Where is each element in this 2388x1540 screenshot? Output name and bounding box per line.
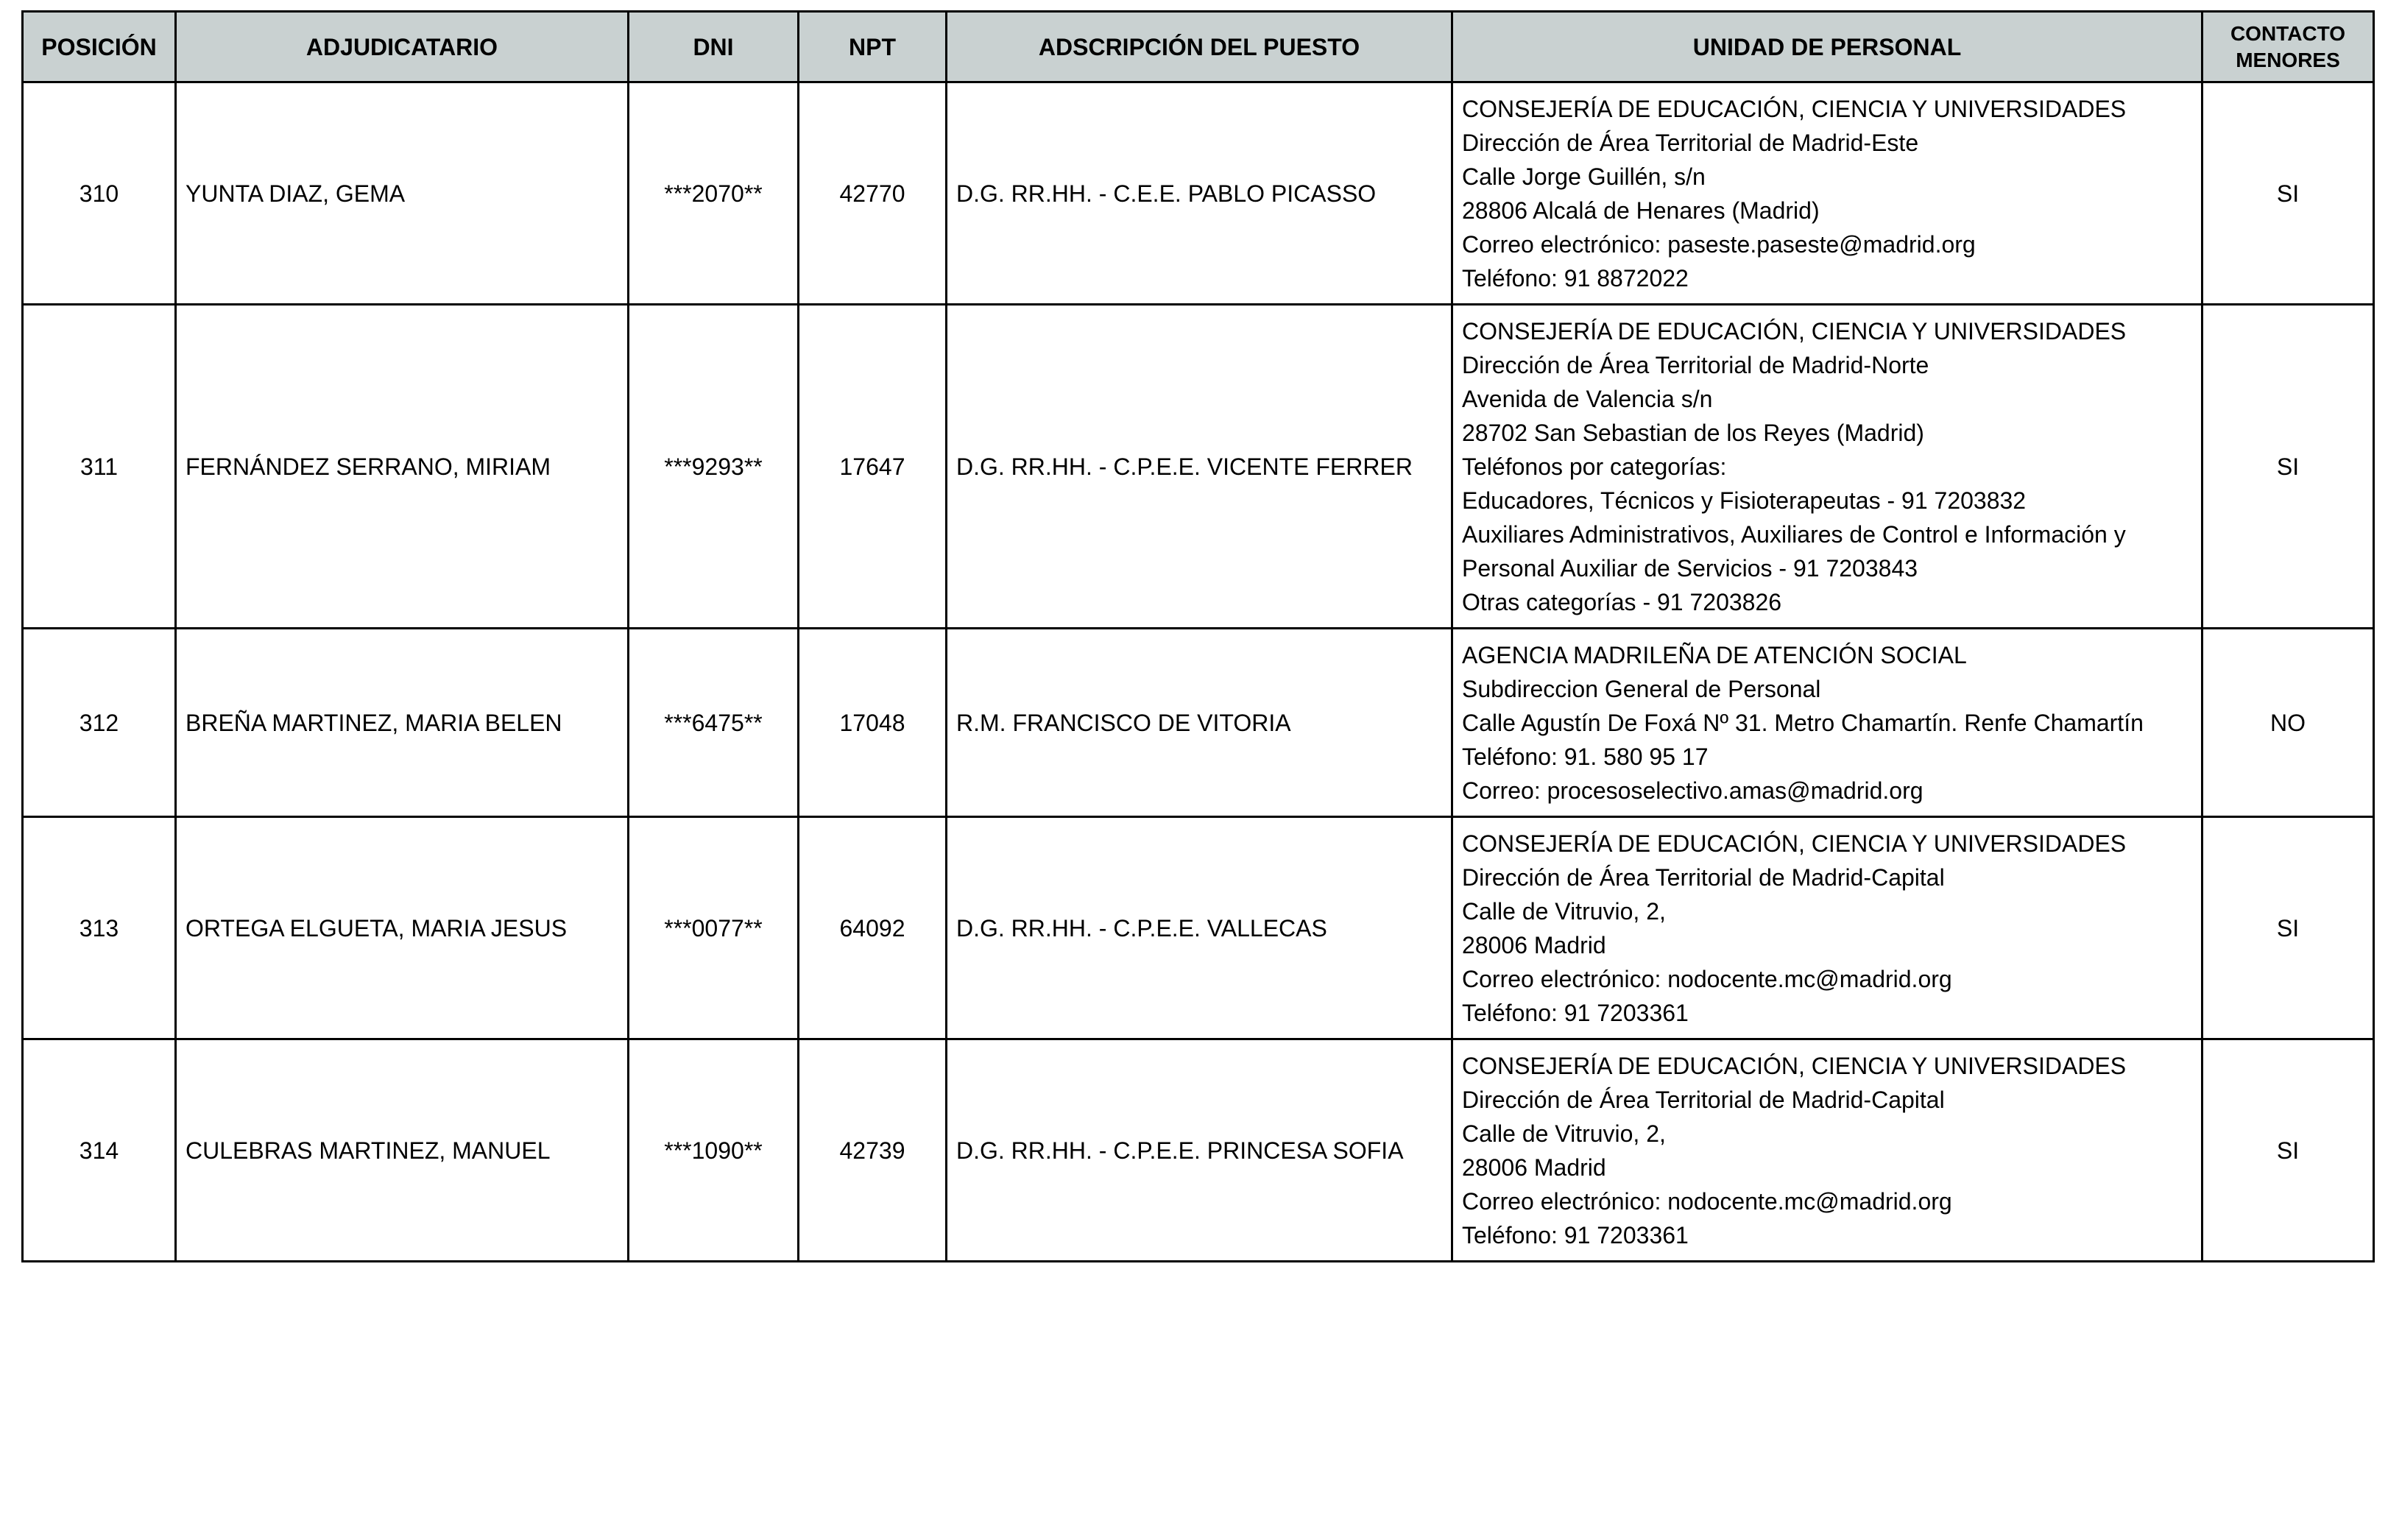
- unidad-line: Teléfono: 91 7203361: [1462, 1221, 1689, 1248]
- cell-npt: 17048: [799, 629, 947, 817]
- header-adscripcion: ADSCRIPCIÓN DEL PUESTO: [947, 12, 1452, 82]
- header-contacto-line2: MENORES: [2236, 48, 2340, 71]
- cell-adscripcion: D.G. RR.HH. - C.E.E. PABLO PICASSO: [947, 82, 1452, 305]
- cell-posicion: 313: [23, 817, 176, 1039]
- cell-dni: ***6475**: [629, 629, 799, 817]
- table-row: [23, 817, 2374, 1039]
- adjudication-table: [21, 10, 2375, 1262]
- header-contacto-menores: [2202, 12, 2374, 82]
- cell-dni: ***1090**: [629, 1039, 799, 1262]
- cell-adscripcion: R.M. FRANCISCO DE VITORIA: [947, 629, 1452, 817]
- cell-adscripcion: D.G. RR.HH. - C.P.E.E. PRINCESA SOFIA: [947, 1039, 1452, 1262]
- cell-dni: ***0077**: [629, 817, 799, 1039]
- header-adjudicatario: ADJUDICATARIO: [176, 12, 629, 82]
- table-row: [23, 1039, 2374, 1262]
- cell-npt: 42739: [799, 1039, 947, 1262]
- header-dni: DNI: [629, 12, 799, 82]
- table-row: [23, 82, 2374, 305]
- cell-contacto-menores: SI: [2202, 82, 2374, 305]
- unidad-line: Teléfonos por categorías:: [1462, 453, 1727, 480]
- cell-npt: 42770: [799, 82, 947, 305]
- unidad-line: Calle Agustín De Foxá Nº 31. Metro Chamartín. Renfe Chamartín: [1462, 709, 2144, 736]
- unidad-line: Avenida de Valencia s/n: [1462, 385, 1713, 412]
- header-posicion: POSICIÓN: [23, 12, 176, 82]
- table-row: [23, 629, 2374, 817]
- cell-contacto-menores: SI: [2202, 305, 2374, 629]
- cell-unidad-personal: [1452, 629, 2202, 817]
- cell-adjudicatario: BREÑA MARTINEZ, MARIA BELEN: [176, 629, 629, 817]
- unidad-line: Calle de Vitruvio, 2,: [1462, 1120, 1666, 1147]
- cell-contacto-menores: SI: [2202, 817, 2374, 1039]
- cell-adjudicatario: ORTEGA ELGUETA, MARIA JESUS: [176, 817, 629, 1039]
- unidad-line: AGENCIA MADRILEÑA DE ATENCIÓN SOCIAL: [1462, 641, 1967, 668]
- cell-unidad-personal: [1452, 1039, 2202, 1262]
- table-row: [23, 305, 2374, 629]
- cell-dni: ***2070**: [629, 82, 799, 305]
- unidad-line: Correo: procesoselectivo.amas@madrid.org: [1462, 777, 1924, 804]
- cell-dni: ***9293**: [629, 305, 799, 629]
- header-row: [23, 12, 2374, 82]
- unidad-line: Dirección de Área Territorial de Madrid-Capital: [1462, 863, 1945, 891]
- unidad-line: Calle de Vitruvio, 2,: [1462, 897, 1666, 925]
- cell-adjudicatario: CULEBRAS MARTINEZ, MANUEL: [176, 1039, 629, 1262]
- cell-adscripcion: D.G. RR.HH. - C.P.E.E. VALLECAS: [947, 817, 1452, 1039]
- unidad-line: Dirección de Área Territorial de Madrid-Este: [1462, 129, 1919, 156]
- unidad-line: CONSEJERÍA DE EDUCACIÓN, CIENCIA Y UNIVERSIDADES: [1462, 95, 2127, 122]
- cell-npt: 17647: [799, 305, 947, 629]
- unidad-line: Auxiliares Administrativos, Auxiliares de Control e Información y Personal Auxiliar de Servicios - 91 7203843: [1462, 520, 2126, 582]
- cell-contacto-menores: NO: [2202, 629, 2374, 817]
- unidad-line: 28006 Madrid: [1462, 931, 1606, 958]
- cell-posicion: 311: [23, 305, 176, 629]
- unidad-line: Educadores, Técnicos y Fisioterapeutas - 91 7203832: [1462, 487, 2027, 514]
- header-contacto-line1: CONTACTO: [2230, 21, 2346, 45]
- unidad-line: 28806 Alcalá de Henares (Madrid): [1462, 197, 1820, 224]
- cell-posicion: 310: [23, 82, 176, 305]
- unidad-line: 28702 San Sebastian de los Reyes (Madrid): [1462, 419, 1924, 446]
- header-npt: NPT: [799, 12, 947, 82]
- unidad-line: Teléfono: 91 7203361: [1462, 999, 1689, 1026]
- cell-adscripcion: D.G. RR.HH. - C.P.E.E. VICENTE FERRER: [947, 305, 1452, 629]
- unidad-line: 28006 Madrid: [1462, 1154, 1606, 1181]
- unidad-line: CONSEJERÍA DE EDUCACIÓN, CIENCIA Y UNIVERSIDADES: [1462, 1052, 2127, 1079]
- unidad-line: Calle Jorge Guillén, s/n: [1462, 163, 1706, 190]
- cell-adjudicatario: YUNTA DIAZ, GEMA: [176, 82, 629, 305]
- unidad-line: Correo electrónico: nodocente.mc@madrid.org: [1462, 1187, 1952, 1215]
- unidad-line: Dirección de Área Territorial de Madrid-Capital: [1462, 1086, 1945, 1113]
- unidad-line: Correo electrónico: paseste.paseste@madrid.org: [1462, 230, 1976, 258]
- cell-posicion: 312: [23, 629, 176, 817]
- unidad-line: Teléfono: 91. 580 95 17: [1462, 743, 1709, 770]
- unidad-line: Subdireccion General de Personal: [1462, 675, 1821, 702]
- cell-unidad-personal: [1452, 817, 2202, 1039]
- unidad-line: CONSEJERÍA DE EDUCACIÓN, CIENCIA Y UNIVERSIDADES: [1462, 830, 2127, 857]
- cell-contacto-menores: SI: [2202, 1039, 2374, 1262]
- cell-unidad-personal: [1452, 82, 2202, 305]
- unidad-line: Otras categorías - 91 7203826: [1462, 588, 1782, 615]
- unidad-line: Dirección de Área Territorial de Madrid-Norte: [1462, 351, 1929, 378]
- header-unidad: UNIDAD DE PERSONAL: [1452, 12, 2202, 82]
- unidad-line: Teléfono: 91 8872022: [1462, 264, 1689, 292]
- cell-unidad-personal: [1452, 305, 2202, 629]
- unidad-line: CONSEJERÍA DE EDUCACIÓN, CIENCIA Y UNIVERSIDADES: [1462, 317, 2127, 345]
- cell-npt: 64092: [799, 817, 947, 1039]
- cell-posicion: 314: [23, 1039, 176, 1262]
- cell-adjudicatario: FERNÁNDEZ SERRANO, MIRIAM: [176, 305, 629, 629]
- unidad-line: Correo electrónico: nodocente.mc@madrid.org: [1462, 965, 1952, 992]
